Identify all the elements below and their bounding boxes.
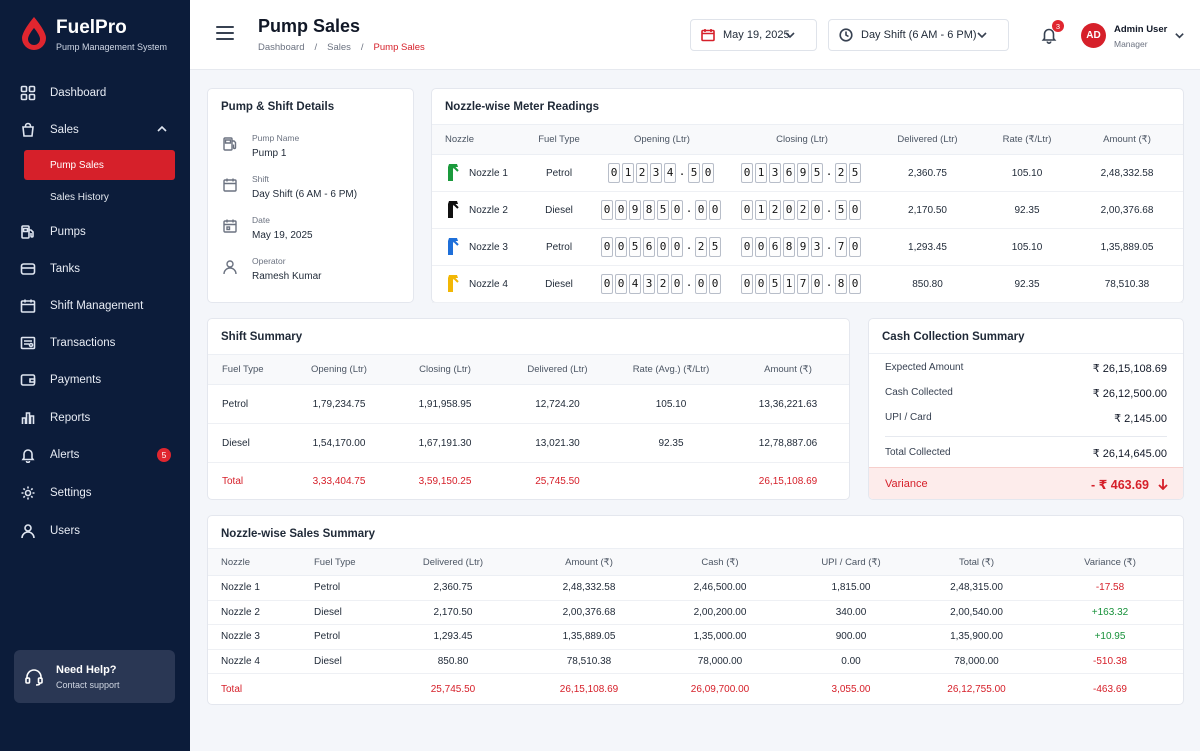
- table-row: [208, 576, 1183, 601]
- meter-digit: 1: [755, 200, 767, 220]
- arrow-down-icon: [1157, 478, 1169, 490]
- sidebar-item-transactions[interactable]: [0, 328, 190, 358]
- meter-digit: 8: [835, 274, 847, 294]
- fuel-type: Diesel: [526, 192, 592, 229]
- meter-digit: 1: [622, 163, 634, 183]
- meter-digit: 8: [643, 200, 655, 220]
- meter-digit: 0: [811, 200, 823, 220]
- total-row: [208, 463, 849, 501]
- total-cell: Total: [221, 683, 243, 695]
- meter-digit: 7: [835, 237, 847, 257]
- table-cell: 2,46,500.00: [654, 576, 786, 601]
- total-cell: 26,15,108.69: [758, 476, 818, 488]
- table-cell: 340.00: [786, 600, 916, 625]
- total-cell: Total: [222, 476, 244, 488]
- meter-digit: 1: [755, 163, 767, 183]
- table-cell: +10.95: [1037, 625, 1183, 650]
- user-role: Manager: [1114, 39, 1148, 49]
- meter-digit: 0: [601, 200, 613, 220]
- table-cell: 1,35,900.00: [916, 625, 1037, 650]
- meter-digit: 0: [741, 200, 753, 220]
- table-cell: +163.32: [1037, 600, 1183, 625]
- total-cell: -463.69: [1093, 683, 1127, 695]
- meter-digit: 5: [849, 163, 861, 183]
- breadcrumb-dashboard[interactable]: Dashboard: [258, 42, 305, 53]
- total-cell: [615, 463, 727, 501]
- cash-row-collected: Cash Collected ₹ 26,12,500.00: [885, 387, 1167, 400]
- delivered: 2,360.75: [872, 155, 983, 192]
- meter-digit: 0: [849, 237, 861, 257]
- meter-digit: 3: [769, 163, 781, 183]
- meter-digit: 5: [709, 237, 721, 257]
- sidebar-item-label: Transactions: [50, 337, 116, 349]
- table-cell: Petrol: [208, 385, 288, 424]
- table-row: [432, 192, 1183, 229]
- table-cell: 1,91,958.95: [390, 385, 500, 424]
- meter-digit: .: [825, 239, 833, 252]
- meter-digit: .: [678, 165, 686, 178]
- card-title: Nozzle-wise Meter Readings: [445, 101, 600, 113]
- detail-date: Date May 19, 2025: [222, 215, 313, 241]
- notification-count-badge: 3: [1052, 20, 1064, 32]
- wallet-icon: [20, 372, 36, 388]
- table-cell: 2,00,376.68: [524, 600, 654, 625]
- meter-digit: 0: [671, 237, 683, 257]
- meter-digit: 6: [783, 163, 795, 183]
- shift-summary-card: [207, 318, 850, 500]
- shift-selector[interactable]: [828, 19, 1009, 51]
- chevron-up-icon[interactable]: [156, 123, 168, 135]
- total-cell: 25,745.50: [535, 476, 580, 488]
- meter-digit: 0: [755, 274, 767, 294]
- shift-summary-table: [208, 354, 849, 501]
- meter-digit: 0: [601, 274, 613, 294]
- tank-icon: [20, 261, 36, 277]
- meter-digit: 0: [695, 274, 707, 294]
- amount: 1,35,889.05: [1071, 229, 1183, 266]
- sidebar-item-label: Alerts: [50, 449, 80, 461]
- sidebar-subitem-pump-sales[interactable]: Pump Sales: [24, 150, 175, 180]
- table-cell: 1,79,234.75: [288, 385, 390, 424]
- detail-shift: Shift Day Shift (6 AM - 6 PM): [222, 174, 357, 200]
- meter-digit: 0: [615, 237, 627, 257]
- notifications-button[interactable]: [1040, 21, 1061, 44]
- help-subtitle: Contact support: [56, 679, 120, 690]
- meter-digit: 0: [601, 237, 613, 257]
- table-row: [208, 625, 1183, 650]
- chevron-down-icon: [784, 29, 796, 41]
- meter-digit: 0: [783, 200, 795, 220]
- meter-digit: 2: [657, 274, 669, 294]
- total-row: [208, 674, 1183, 705]
- table-cell: Nozzle 1: [208, 576, 300, 601]
- table-cell: 2,170.50: [382, 600, 524, 625]
- total-cell: 26,15,108.69: [559, 683, 619, 695]
- meter-digit: 2: [797, 200, 809, 220]
- total-cell: 25,745.50: [430, 683, 476, 695]
- sidebar-item-alerts[interactable]: [0, 440, 190, 470]
- meter-reading: [741, 274, 863, 294]
- table-cell: Petrol: [300, 625, 382, 650]
- table-cell: 13,36,221.63: [727, 385, 849, 424]
- table-cell: 1,815.00: [786, 576, 916, 601]
- sidebar-item-pumps[interactable]: [0, 217, 190, 247]
- card-title: Shift Summary: [221, 331, 303, 343]
- delivered: 2,170.50: [872, 192, 983, 229]
- breadcrumb-separator: /: [314, 42, 318, 53]
- meter-digit: 5: [769, 274, 781, 294]
- bell-icon: [20, 447, 36, 463]
- table-cell: Nozzle 3: [208, 625, 300, 650]
- meter-digit: 0: [702, 163, 714, 183]
- table-header-row: Fuel Type Opening (Ltr) Closing (Ltr) Delivered (Ltr) Rate (Avg.) (₹/Ltr) Amount (₹): [208, 355, 849, 385]
- table-cell: 78,000.00: [916, 649, 1037, 674]
- meter-digit: .: [685, 239, 693, 252]
- meter-digit: 0: [608, 163, 620, 183]
- user-name[interactable]: Admin User: [1114, 24, 1168, 35]
- meter-digit: 5: [657, 200, 669, 220]
- cash-row-upi: UPI / Card ₹ 2,145.00: [885, 412, 1167, 425]
- meter-digit: 0: [695, 200, 707, 220]
- meter-digit: 0: [755, 237, 767, 257]
- sidebar-item-label: Users: [50, 525, 81, 537]
- fuel-nozzle-icon: [446, 163, 460, 183]
- meter-digit: 0: [657, 237, 669, 257]
- meter-reading: [608, 163, 716, 183]
- meter-digit: 0: [615, 200, 627, 220]
- meter-digit: 7: [797, 274, 809, 294]
- amount: 2,00,376.68: [1071, 192, 1183, 229]
- sidebar-item-label: Dashboard: [50, 87, 107, 99]
- variance-value: - ₹ 463.69: [1090, 477, 1149, 492]
- breadcrumb-separator: /: [360, 42, 364, 53]
- total-cell: 3,59,150.25: [418, 476, 472, 488]
- rate: 105.10: [983, 155, 1071, 192]
- help-title: Need Help?: [56, 663, 117, 676]
- meter-reading: [741, 200, 863, 220]
- table-cell: 2,48,315.00: [916, 576, 1037, 601]
- delivered: 1,293.45: [872, 229, 983, 266]
- table-cell: 2,48,332.58: [524, 576, 654, 601]
- total-cell: 3,055.00: [831, 683, 871, 695]
- table-cell: Petrol: [300, 576, 382, 601]
- meter-digit: 0: [671, 274, 683, 294]
- detail-operator: Operator Ramesh Kumar: [222, 256, 321, 282]
- meter-digit: 3: [811, 237, 823, 257]
- meter-digit: 5: [688, 163, 700, 183]
- nozzle-sales-summary-card: [207, 515, 1184, 705]
- meter-digit: 1: [783, 274, 795, 294]
- cash-collection-card: [868, 318, 1184, 500]
- meter-digit: 2: [769, 200, 781, 220]
- breadcrumb-current: Pump Sales: [373, 42, 425, 53]
- meter-reading: [601, 200, 723, 220]
- calendar-icon: [701, 28, 715, 42]
- brand-subtitle: Pump Management System: [56, 42, 168, 52]
- total-cell: 26,12,755.00: [947, 683, 1006, 695]
- cash-row-total: Total Collected ₹ 26,14,645.00: [885, 447, 1167, 460]
- table-cell: Nozzle 2: [208, 600, 300, 625]
- breadcrumb: [258, 42, 425, 53]
- hamburger-menu-icon[interactable]: [216, 26, 234, 42]
- fuel-type: Petrol: [526, 229, 592, 266]
- meter-readings-card: [431, 88, 1184, 303]
- meter-digit: .: [825, 276, 833, 289]
- table-cell: 2,00,540.00: [916, 600, 1037, 625]
- chevron-down-icon[interactable]: [1174, 30, 1185, 41]
- table-cell: 1,54,170.00: [288, 424, 390, 463]
- table-cell: 105.10: [615, 385, 727, 424]
- card-title: Pump & Shift Details: [221, 101, 335, 113]
- meter-digit: 4: [629, 274, 641, 294]
- sidebar-item-settings[interactable]: [0, 478, 190, 508]
- fuel-type: Petrol: [526, 155, 592, 192]
- top-header: [190, 0, 1200, 70]
- table-row: [208, 600, 1183, 625]
- page-title: Pump Sales: [258, 16, 361, 36]
- nozzle-name: Nozzle 1: [469, 167, 508, 179]
- meter-digit: 8: [783, 237, 795, 257]
- meter-digit: .: [825, 165, 833, 178]
- meter-digit: 5: [629, 237, 641, 257]
- rate: 105.10: [983, 229, 1071, 266]
- breadcrumb-sales[interactable]: Sales: [327, 42, 351, 53]
- meter-digit: 4: [664, 163, 676, 183]
- calendar-icon: [222, 177, 238, 193]
- sidebar-item-label: Settings: [50, 487, 92, 499]
- fuel-type: Diesel: [526, 266, 592, 303]
- table-cell: 12,724.20: [500, 385, 615, 424]
- sidebar-item-label: Pumps: [50, 226, 86, 238]
- calendar-icon: [222, 218, 238, 234]
- nozzle-sales-table: [208, 548, 1183, 705]
- meter-digit: 6: [643, 237, 655, 257]
- chevron-down-icon: [976, 29, 988, 41]
- sidebar-item-label: Reports: [50, 412, 91, 424]
- brand[interactable]: [20, 16, 167, 52]
- total-cell: 3,33,404.75: [312, 476, 366, 488]
- amount: 2,48,332.58: [1071, 155, 1183, 192]
- alerts-count-badge: 5: [157, 448, 171, 462]
- rate: 92.35: [983, 192, 1071, 229]
- meter-reading: [601, 237, 723, 257]
- meter-digit: 0: [741, 274, 753, 294]
- total-cell: [300, 674, 382, 705]
- sidebar-item-tanks[interactable]: [0, 254, 190, 284]
- table-row: [432, 266, 1183, 303]
- meter-digit: 2: [695, 237, 707, 257]
- date-picker[interactable]: [690, 19, 817, 51]
- table-cell: 1,35,000.00: [654, 625, 786, 650]
- meter-digit: 0: [849, 200, 861, 220]
- total-cell: 26,09,700.00: [690, 683, 750, 695]
- selected-date: May 19, 2025: [723, 29, 790, 41]
- table-cell: 900.00: [786, 625, 916, 650]
- sidebar-item-reports[interactable]: [0, 403, 190, 433]
- selected-shift: Day Shift (6 AM - 6 PM): [861, 29, 977, 41]
- meter-digit: 6: [769, 237, 781, 257]
- nozzle-name: Nozzle 4: [469, 278, 508, 290]
- sidebar: [0, 0, 190, 751]
- meter-digit: 9: [797, 163, 809, 183]
- meter-digit: .: [685, 202, 693, 215]
- meter-reading: [741, 237, 863, 257]
- fuel-pump-icon: [222, 136, 238, 152]
- table-cell: 92.35: [615, 424, 727, 463]
- bar-chart-icon: [20, 410, 36, 426]
- table-cell: 1,67,191.30: [390, 424, 500, 463]
- pump-icon: [20, 224, 36, 240]
- pump-shift-details-card: [207, 88, 414, 303]
- sidebar-item-label: Tanks: [50, 263, 81, 275]
- nozzle-name: Nozzle 3: [469, 241, 508, 253]
- table-cell: 13,021.30: [500, 424, 615, 463]
- meter-digit: 2: [636, 163, 648, 183]
- table-cell: 78,510.38: [524, 649, 654, 674]
- meter-reading: [741, 163, 863, 183]
- meter-digit: 0: [615, 274, 627, 294]
- meter-digit: 0: [709, 200, 721, 220]
- sidebar-item-payments[interactable]: [0, 365, 190, 395]
- table-cell: Diesel: [208, 424, 288, 463]
- table-cell: Diesel: [300, 649, 382, 674]
- gear-icon: [20, 485, 36, 501]
- table-cell: 850.80: [382, 649, 524, 674]
- sidebar-item-dashboard[interactable]: [0, 78, 190, 108]
- sidebar-item-sales[interactable]: [0, 115, 190, 145]
- variance-row: [869, 467, 1183, 500]
- table-row: [208, 385, 849, 424]
- meter-digit: 0: [811, 274, 823, 294]
- transactions-icon: [20, 335, 36, 351]
- meter-digit: .: [685, 276, 693, 289]
- table-header-row: Nozzle Fuel Type Delivered (Ltr) Amount (₹) Cash (₹) UPI / Card (₹) Total (₹) Variance (₹): [208, 549, 1183, 576]
- meter-digit: 5: [835, 200, 847, 220]
- avatar[interactable]: AD: [1081, 23, 1106, 48]
- table-cell: 2,360.75: [382, 576, 524, 601]
- help-card[interactable]: [14, 650, 175, 703]
- fuel-nozzle-icon: [446, 274, 460, 294]
- delivered: 850.80: [872, 266, 983, 303]
- sidebar-item-label: Sales: [50, 124, 79, 136]
- meter-digit: 0: [709, 274, 721, 294]
- table-cell: Nozzle 4: [208, 649, 300, 674]
- calendar-icon: [20, 298, 36, 314]
- table-cell: 0.00: [786, 649, 916, 674]
- meter-digit: .: [825, 202, 833, 215]
- headset-icon: [24, 667, 44, 687]
- meter-digit: 5: [811, 163, 823, 183]
- nozzle-name: Nozzle 2: [469, 204, 508, 216]
- fuel-nozzle-icon: [446, 200, 460, 220]
- meter-digit: 0: [671, 200, 683, 220]
- meter-digit: 9: [797, 237, 809, 257]
- sidebar-subitem-sales-history[interactable]: Sales History: [50, 191, 109, 203]
- meter-digit: 0: [741, 237, 753, 257]
- table-cell: -510.38: [1037, 649, 1183, 674]
- sidebar-item-label: Payments: [50, 374, 102, 386]
- fuel-nozzle-icon: [446, 237, 460, 257]
- card-title: Nozzle-wise Sales Summary: [221, 528, 376, 540]
- table-row: [432, 155, 1183, 192]
- fuel-drop-logo-icon: [20, 16, 48, 50]
- table-row: [432, 229, 1183, 266]
- meter-readings-table: [432, 124, 1183, 303]
- sidebar-item-users[interactable]: [0, 516, 190, 546]
- cash-row-expected: Expected Amount ₹ 26,15,108.69: [885, 362, 1167, 375]
- table-cell: Diesel: [300, 600, 382, 625]
- table-cell: 1,35,889.05: [524, 625, 654, 650]
- card-title: Cash Collection Summary: [882, 331, 1025, 343]
- meter-digit: 2: [835, 163, 847, 183]
- table-cell: 2,00,200.00: [654, 600, 786, 625]
- meter-digit: 9: [629, 200, 641, 220]
- table-header-row: Nozzle Fuel Type Opening (Ltr) Closing (Ltr) Delivered (Ltr) Rate (₹/Ltr) Amount (₹): [432, 125, 1183, 155]
- table-row: [208, 424, 849, 463]
- meter-digit: 3: [643, 274, 655, 294]
- table-cell: 1,293.45: [382, 625, 524, 650]
- meter-digit: 0: [741, 163, 753, 183]
- amount: 78,510.38: [1071, 266, 1183, 303]
- variance-label: Variance: [885, 478, 928, 490]
- sidebar-item-shift-management[interactable]: [0, 291, 190, 321]
- brand-name: FuelPro: [56, 17, 127, 38]
- table-cell: -17.58: [1037, 576, 1183, 601]
- bag-icon: [20, 122, 36, 138]
- meter-digit: 0: [849, 274, 861, 294]
- meter-digit: 3: [650, 163, 662, 183]
- sidebar-item-label: Shift Management: [50, 300, 144, 312]
- table-cell: 12,78,887.06: [727, 424, 849, 463]
- table-cell: 78,000.00: [654, 649, 786, 674]
- rate: 92.35: [983, 266, 1071, 303]
- user-icon: [20, 523, 36, 539]
- grid-icon: [20, 85, 36, 101]
- clock-icon: [839, 28, 853, 42]
- user-icon: [222, 259, 238, 275]
- detail-pump-name: Pump Name Pump 1: [222, 133, 299, 159]
- table-row: [208, 649, 1183, 674]
- meter-reading: [601, 274, 723, 294]
